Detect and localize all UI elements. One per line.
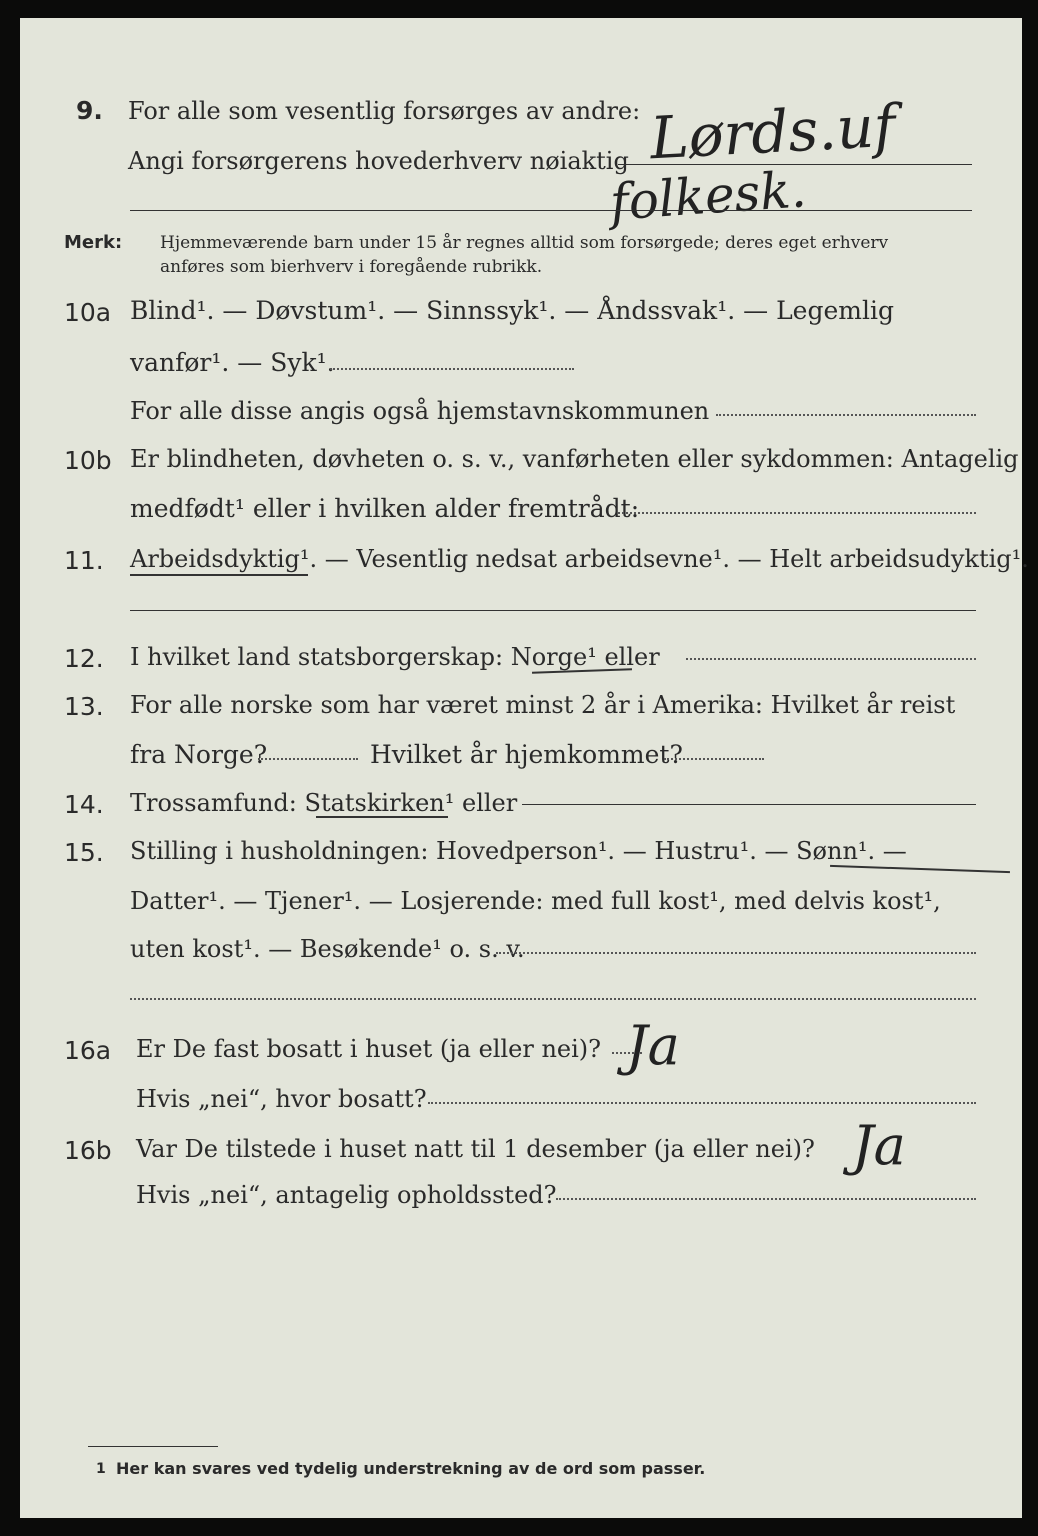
item-number-16b: 16b [64,1136,112,1165]
item-number-11: 11. [64,546,104,575]
q14-field [522,804,976,805]
q13-line2b: Hvilket år hjemkommet? [370,740,683,769]
footnote-rule [88,1446,218,1447]
q13-field-2 [664,758,764,760]
q10a-line1: Blind¹. — Døvstum¹. — Sinnssyk¹. — Åndssvak¹. — Legemlig [130,296,894,325]
q14-line1: Trossamfund: Statskirken¹ eller [130,789,518,817]
q12-line1: I hvilket land statsborgerskap: Norge¹ eller [130,643,660,671]
item-number-14: 14. [64,790,104,819]
q10a-field-1 [330,368,574,370]
q9-line1: For alle som vesentlig forsørges av andre: [128,97,641,125]
q16b-line1: Var De tilstede i huset natt til 1 desember (ja eller nei)? [136,1135,815,1163]
q16a-field-2 [428,1102,976,1104]
q15-line3: uten kost¹. — Besøkende¹ o. s. v. [130,935,525,963]
q16a-line1: Er De fast bosatt i huset (ja eller nei)? [136,1035,602,1063]
q16a-handwritten-answer: Ja [626,1014,680,1077]
item-number-10b: 10b [64,446,112,475]
q9-line2: Angi forsørgerens hovederhverv nøiaktig [128,147,629,175]
q12-field [686,658,976,660]
item-number-9: 9. [76,96,103,125]
q15-answer-line [130,998,976,1000]
q10a-line2: vanfør¹. — Syk¹. [130,348,335,377]
q16a-line2: Hvis „nei“, hvor bosatt? [136,1085,427,1113]
q11-answer-line [130,610,976,611]
q11-underline-mark [130,574,308,576]
q14-underline-mark [316,816,448,818]
q9-handwritten-answer-1: Lørds.uf [648,91,897,173]
merk-line2: anføres som bierhverv i foregående rubrikk. [160,257,543,277]
q13-line2a: fra Norge? [130,740,268,769]
q15-line1: Stilling i husholdningen: Hovedperson¹. — Hustru¹. — Sønn¹. — [130,837,907,865]
footnote-text: Her kan svares ved tydelig understrekning av de ord som passer. [116,1459,706,1478]
q10a-field-2 [716,414,976,416]
q10b-line1: Er blindheten, døvheten o. s. v., vanførheten eller sykdommen: Antagelig [130,445,1019,473]
q15-line2: Datter¹. — Tjener¹. — Losjerende: med full kost¹, med delvis kost¹, [130,887,941,915]
q9-answer-line-2 [130,210,972,211]
item-number-12: 12. [64,644,104,673]
q10b-line2: medfødt¹ eller i hvilken alder fremtrådt: [130,494,640,523]
q10a-line3: For alle disse angis også hjemstavnskommunen [130,397,710,425]
item-number-15: 15. [64,838,104,867]
q13-line1: For alle norske som har været minst 2 år i Amerika: Hvilket år reist [130,691,956,719]
q16b-line2: Hvis „nei“, antagelig opholdssted? [136,1181,557,1209]
q13-field-1 [258,758,358,760]
item-number-10a: 10a [64,298,112,327]
q10b-field [618,512,976,514]
merk-label: Merk: [64,232,123,253]
q16b-handwritten-answer: Ja [852,1114,906,1177]
item-number-16a: 16a [64,1036,112,1065]
q16b-field [556,1198,976,1200]
q11-line1: Arbeidsdyktig¹. — Vesentlig nedsat arbeidsevne¹. — Helt arbeidsudyktig¹. [130,545,1029,573]
item-number-13: 13. [64,692,104,721]
merk-line1: Hjemmeværende barn under 15 år regnes alltid som forsørgede; deres eget erhverv [160,233,889,253]
q15-field [496,952,976,954]
footnote-mark: 1 [96,1461,106,1477]
q9-handwritten-answer-2: folkesk. [608,160,809,232]
